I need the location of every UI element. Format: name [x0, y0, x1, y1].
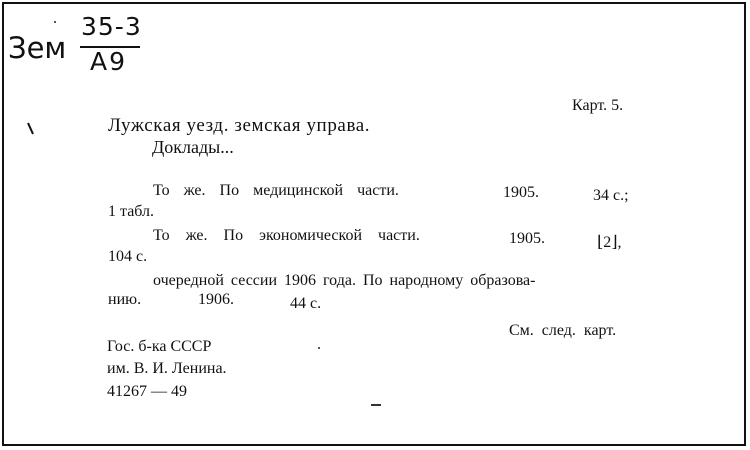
- library-patron: им. В. И. Ленина.: [107, 360, 227, 377]
- speck: [54, 21, 56, 23]
- entry-3-text: очередной сессии 1906 года. По народному образова-: [153, 272, 536, 289]
- stray-mark: [371, 404, 381, 406]
- entry-3-pages: 44 с.: [290, 295, 322, 312]
- entry-1-year: 1905.: [503, 184, 539, 201]
- see-next-card: См. след. карт.: [509, 322, 617, 339]
- margin-tick-mark: [27, 122, 35, 136]
- handwritten-numerator: 35-3: [81, 12, 142, 41]
- entry-2-line2: 104 с.: [108, 248, 148, 265]
- entry-1-text: То же. По медицинской части.: [153, 182, 399, 199]
- speck: [318, 347, 320, 349]
- entry-2-text: То же. По экономической части.: [153, 227, 420, 244]
- entry-2-mark: ⌊2⌋,: [597, 234, 622, 251]
- entry-1-line2: 1 табл.: [108, 203, 155, 220]
- entry-2-year: 1905.: [509, 230, 545, 247]
- card-subtitle: Доклады...: [152, 137, 234, 157]
- card-number: Карт. 5.: [572, 97, 624, 114]
- handwritten-prefix: Зем: [8, 31, 67, 65]
- library-name: Гос. б-ка СССР: [107, 338, 212, 355]
- entry-3-year: 1906.: [198, 291, 234, 308]
- entry-1-pages: 34 с.;: [593, 187, 629, 204]
- card-title: Лужская уезд. земская управа.: [108, 115, 371, 136]
- library-print-code: 41267 — 49: [107, 383, 187, 400]
- handwritten-denominator: A9: [90, 47, 128, 76]
- entry-3-line2: нию.: [108, 291, 142, 308]
